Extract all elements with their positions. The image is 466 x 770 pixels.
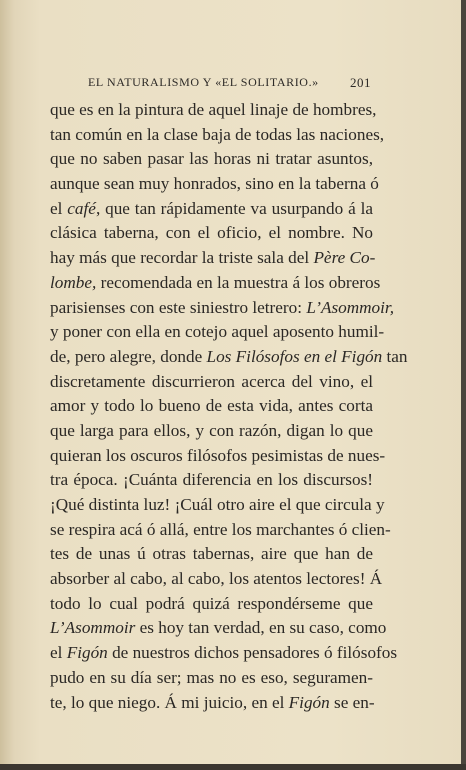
italic-text: Los Filósofos en el Figón bbox=[206, 346, 383, 366]
text-segment: tan bbox=[382, 346, 408, 366]
text-line bbox=[50, 320, 385, 345]
text-segment: que es en la pintura de aquel linaje de hombres, bbox=[50, 100, 377, 119]
text-line bbox=[50, 592, 373, 617]
text-segment: parisienses con este siniestro letrero: bbox=[50, 297, 307, 317]
text-line bbox=[50, 98, 377, 123]
italic-text: café bbox=[67, 198, 96, 218]
text-line bbox=[50, 221, 373, 246]
text-line bbox=[50, 271, 381, 296]
text-line bbox=[50, 419, 373, 444]
text-line bbox=[50, 518, 391, 543]
text-segment: ¡Qué distinta luz! ¡Cuál otro aire el que circula y bbox=[50, 495, 385, 514]
text-segment: recomendada en la muestra á los obreros bbox=[96, 272, 381, 292]
text-line bbox=[50, 197, 373, 222]
page-number: 201 bbox=[350, 75, 371, 90]
running-head: EL NATURALISMO Y «EL SOLITARIO.» bbox=[88, 75, 319, 89]
italic-text: Père Co- bbox=[313, 248, 376, 268]
text-line bbox=[50, 468, 373, 493]
body-text bbox=[50, 98, 408, 715]
text-segment: absorber al cabo, al cabo, los atentos lectores! Á bbox=[50, 569, 383, 589]
text-line bbox=[50, 394, 373, 419]
text-segment: de nuestros dichos pensadores ó filósofos bbox=[107, 643, 398, 663]
text-line bbox=[50, 691, 373, 716]
text-segment: pudo en su día ser; mas no es eso, seguramen- bbox=[50, 667, 373, 687]
text-segment: que larga para ellos, y con razón, digan lo que bbox=[50, 420, 373, 440]
page-bottom-shadow bbox=[0, 764, 466, 770]
text-line bbox=[50, 296, 395, 321]
text-line bbox=[50, 246, 376, 271]
text-segment: te, lo que niego. Á mi juicio, en el bbox=[50, 692, 289, 712]
text-line bbox=[50, 370, 373, 395]
text-segment: de, pero alegre, donde bbox=[50, 346, 207, 366]
text-segment: , que tan rápidamente va usurpando á la bbox=[95, 198, 373, 218]
italic-text: Figón bbox=[66, 643, 108, 663]
text-line bbox=[50, 666, 373, 691]
text-line bbox=[50, 444, 386, 469]
text-line bbox=[50, 147, 373, 172]
text-segment: discretamente discurrieron acerca del vino, el bbox=[50, 371, 373, 391]
page-edge-shadow bbox=[461, 0, 466, 770]
text-segment: se respira acá ó allá, entre los marchantes ó clien- bbox=[50, 519, 391, 539]
italic-text: Figón bbox=[288, 692, 330, 712]
text-segment: tes de unas ú otras tabernas, aire que han de bbox=[50, 544, 373, 564]
text-segment: el bbox=[50, 198, 68, 218]
text-line bbox=[50, 542, 373, 567]
text-line bbox=[50, 172, 379, 197]
text-segment: tan común en la clase baja de todas las naciones, bbox=[50, 124, 385, 144]
text-segment: aunque sean muy honrados, sino en la taberna ó bbox=[50, 174, 379, 194]
text-segment: y poner con ella en cotejo aquel aposento humil- bbox=[50, 322, 385, 342]
text-line bbox=[50, 641, 398, 666]
text-line bbox=[50, 123, 385, 148]
text-segment: quieran los oscuros filósofos pesimistas de nues- bbox=[50, 445, 386, 465]
text-segment: todo lo cual podrá quizá respondérseme que bbox=[50, 593, 373, 613]
text-segment: el bbox=[50, 643, 67, 663]
text-segment: que no saben pasar las horas ni tratar asuntos, bbox=[50, 149, 373, 169]
italic-text: lombe, bbox=[50, 272, 97, 292]
text-line bbox=[50, 493, 385, 518]
text-segment: amor y todo lo bueno de esta vida, antes corta bbox=[50, 396, 373, 416]
text-segment: clásica taberna, con el oficio, el nombre. No bbox=[50, 223, 373, 243]
text-segment: es hoy tan verdad, en su caso, como bbox=[135, 618, 387, 638]
text-segment: hay más que recordar la triste sala del bbox=[50, 248, 314, 268]
text-line bbox=[50, 567, 383, 592]
italic-text: L’Asommoir, bbox=[306, 297, 395, 317]
text-line bbox=[50, 616, 387, 641]
text-line bbox=[50, 345, 408, 370]
text-segment: se en- bbox=[329, 692, 375, 712]
text-segment: tra época. ¡Cuánta diferencia en los discursos! bbox=[50, 470, 373, 490]
italic-text: L’Asommoir bbox=[50, 618, 136, 638]
